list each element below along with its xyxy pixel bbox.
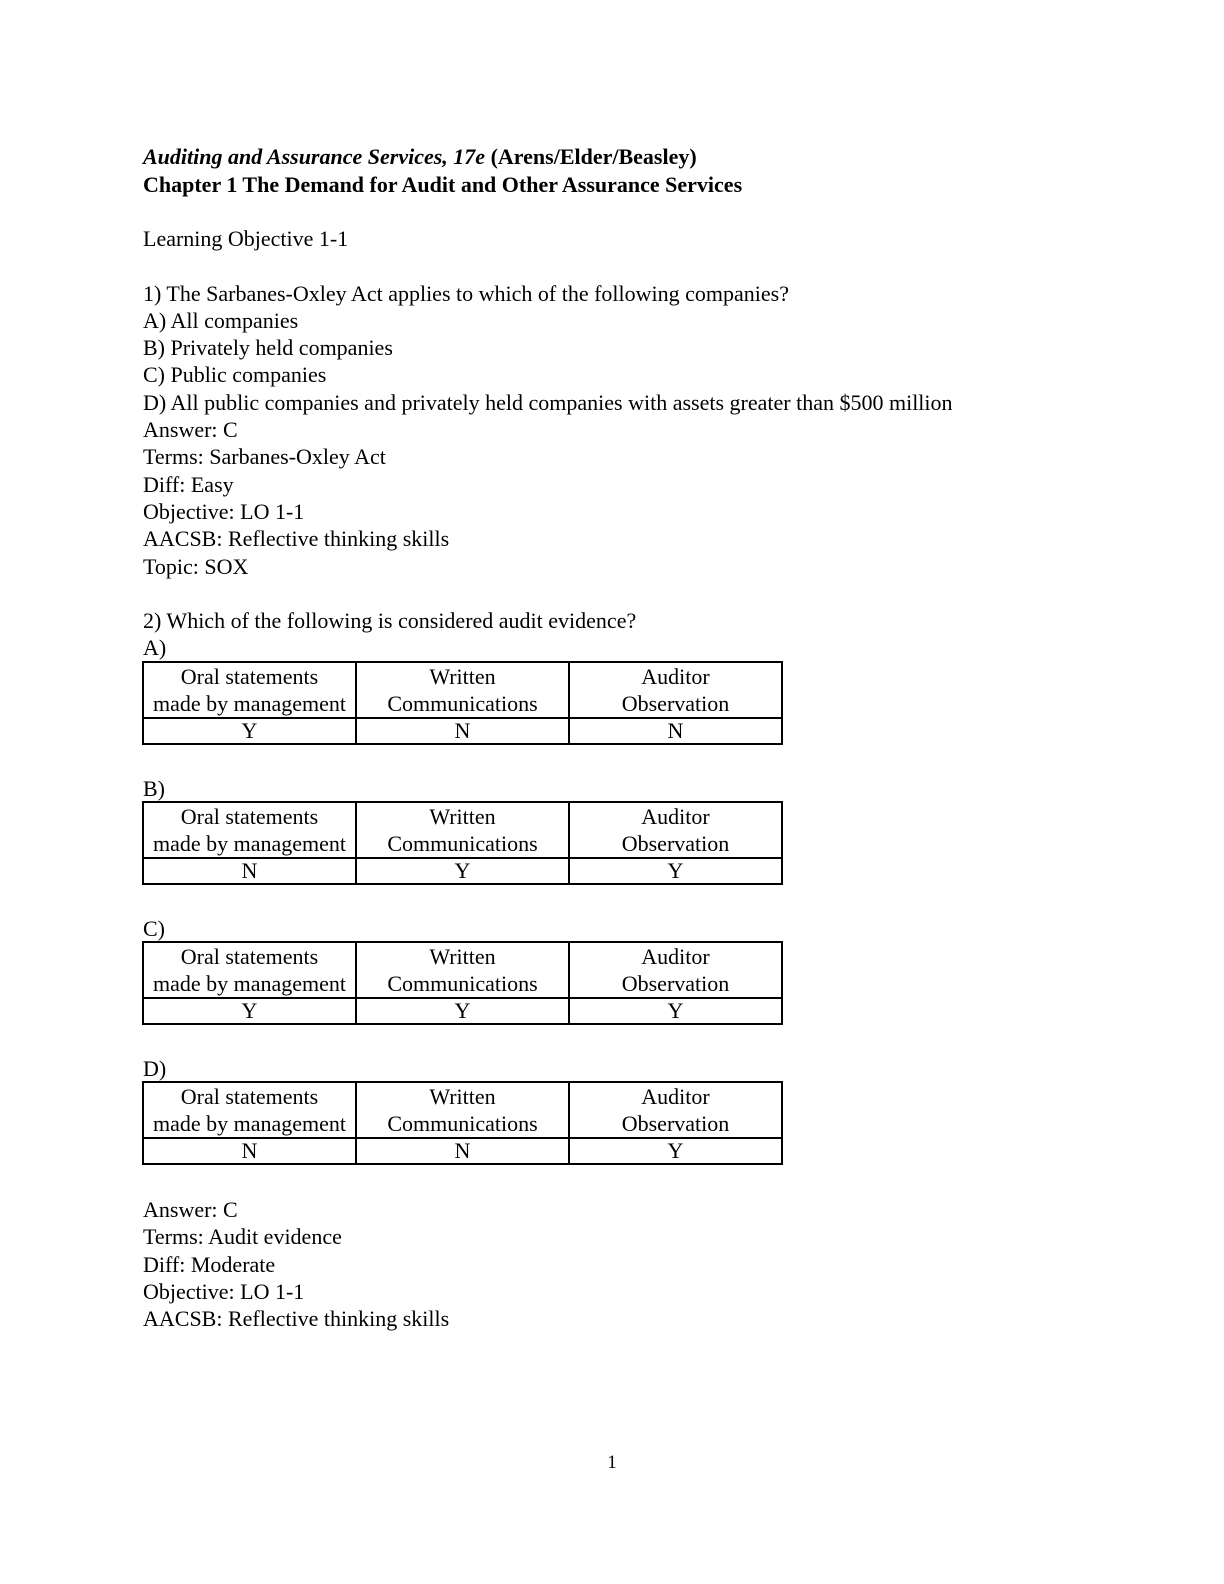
authors: (Arens/Elder/Beasley) <box>490 144 697 169</box>
q2-option-c-label: C) <box>143 916 165 941</box>
q1-diff: Diff: Easy <box>143 472 234 497</box>
q2-answer: Answer: C <box>143 1197 238 1222</box>
table-cell: Y <box>143 998 356 1024</box>
table-cell: N <box>356 1138 569 1164</box>
table-cell: Y <box>569 858 782 884</box>
q2-question: 2) Which of the following is considered audit evidence? <box>143 608 637 633</box>
q1-topic: Topic: SOX <box>143 554 249 579</box>
q1-objective: Objective: LO 1-1 <box>143 499 305 524</box>
table-cell: N <box>143 858 356 884</box>
table-cell: Y <box>569 998 782 1024</box>
q2-option-c-table <box>142 941 783 1025</box>
q2-terms: Terms: Audit evidence <box>143 1224 342 1249</box>
q2-option-a-label: A) <box>143 635 167 660</box>
q2-option-d-label: D) <box>143 1056 167 1081</box>
q1-terms: Terms: Sarbanes-Oxley Act <box>143 444 386 469</box>
q1-option-d: D) All public companies and privately held companies with assets greater than $500 million <box>143 390 953 415</box>
q2-aacsb: AACSB: Reflective thinking skills <box>143 1306 450 1331</box>
book-title: Auditing and Assurance Services, 17e <box>143 144 486 169</box>
column-header: Auditor Observation <box>569 802 782 858</box>
q1-answer: Answer: C <box>143 417 238 442</box>
q2-option-b-table <box>142 801 783 885</box>
learning-objective: Learning Objective 1-1 <box>143 226 349 251</box>
column-header: Auditor Observation <box>569 942 782 998</box>
column-header: Written Communications <box>356 942 569 998</box>
q2-option-b-label: B) <box>143 776 165 801</box>
column-header: Written Communications <box>356 1082 569 1138</box>
table-cell: N <box>356 718 569 744</box>
column-header: Auditor Observation <box>569 1082 782 1138</box>
q1-option-a: A) All companies <box>143 308 299 333</box>
q1-aacsb: AACSB: Reflective thinking skills <box>143 526 450 551</box>
table-cell: Y <box>143 718 356 744</box>
table-cell: N <box>143 1138 356 1164</box>
column-header: Written Communications <box>356 662 569 718</box>
chapter-title: Chapter 1 The Demand for Audit and Other Assurance Services <box>143 172 743 197</box>
q1-option-b: B) Privately held companies <box>143 335 393 360</box>
table-cell: Y <box>356 998 569 1024</box>
book-title-line <box>143 143 697 170</box>
column-header: Oral statements made by management <box>143 1082 356 1138</box>
column-header: Written Communications <box>356 802 569 858</box>
q1-question: 1) The Sarbanes-Oxley Act applies to which of the following companies? <box>143 281 789 306</box>
q2-diff: Diff: Moderate <box>143 1252 276 1277</box>
column-header: Auditor Observation <box>569 662 782 718</box>
column-header: Oral statements made by management <box>143 942 356 998</box>
page-number: 1 <box>607 1452 617 1473</box>
q2-option-a-table <box>142 661 783 745</box>
table-cell: Y <box>569 1138 782 1164</box>
table-cell: Y <box>356 858 569 884</box>
q2-objective: Objective: LO 1-1 <box>143 1279 305 1304</box>
table-cell: N <box>569 718 782 744</box>
column-header: Oral statements made by management <box>143 662 356 718</box>
q1-option-c: C) Public companies <box>143 362 327 387</box>
q2-option-d-table <box>142 1081 783 1165</box>
column-header: Oral statements made by management <box>143 802 356 858</box>
